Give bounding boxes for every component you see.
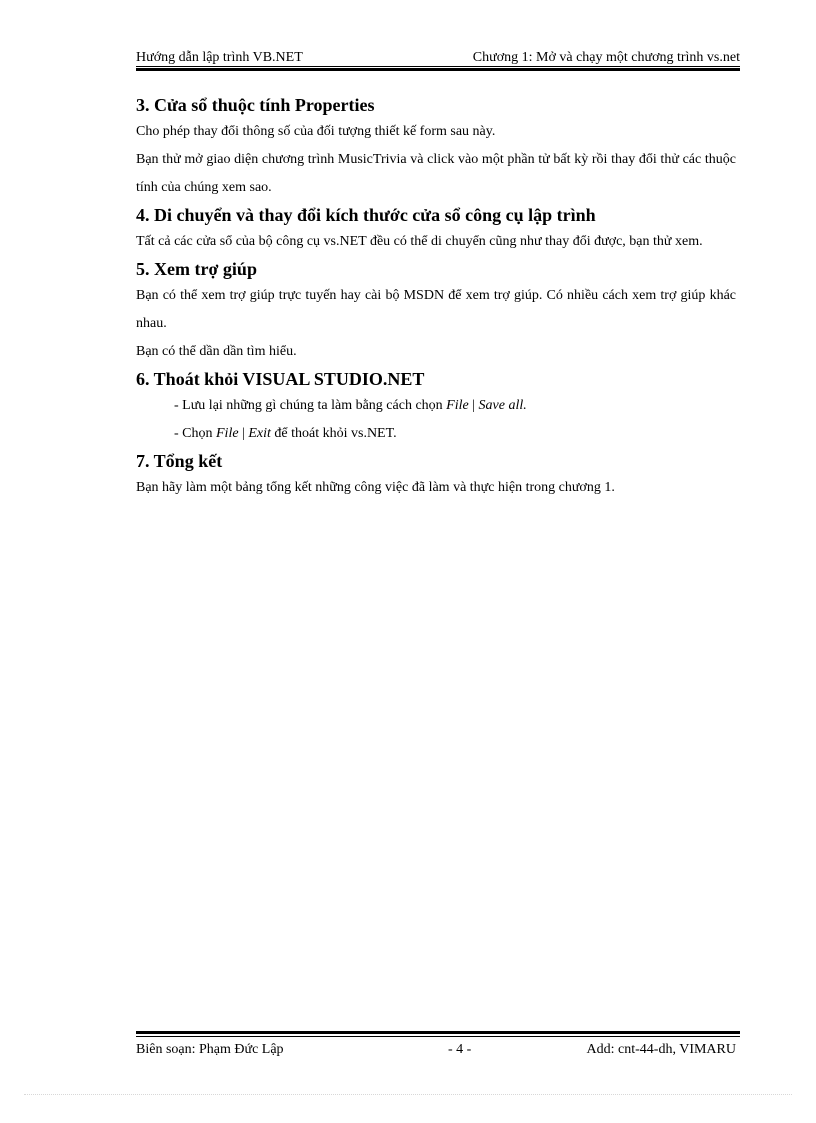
footer-address: Add: cnt-44-dh, VIMARU — [586, 1042, 736, 1057]
section-3-para-2: Bạn thử mở giao diện chương trình MusicTrivia và click vào một phần tử bất kỳ rồi thay đổi thử các thuộc tính của chúng xem sao. — [136, 152, 736, 195]
page-edge-divider — [24, 1094, 792, 1095]
section-4-title: 4. Di chuyển và thay đổi kích thước cửa sổ công cụ lập trình — [136, 205, 596, 225]
footer-author: Biên soạn: Phạm Đức Lập — [136, 1042, 284, 1057]
section-3-title: 3. Cửa sổ thuộc tính Properties — [136, 95, 375, 115]
footer-rule-thin — [136, 1036, 740, 1037]
section-6-item-save: - Lưu lại những gì chúng ta làm bằng cách chọn File | Save all. — [174, 398, 527, 413]
header-left: Hướng dẫn lập trình VB.NET — [136, 50, 303, 65]
section-5-para-2: Bạn có thể dần dần tìm hiểu. — [136, 344, 297, 359]
header-rule-thin — [136, 66, 740, 67]
section-6-title: 6. Thoát khỏi VISUAL STUDIO.NET — [136, 369, 425, 389]
page-header — [136, 49, 740, 67]
footer-rule-thick — [136, 1031, 740, 1034]
section-4-para-1: Tất cả các cửa sổ của bộ công cụ vs.NET đều có thể di chuyển cũng như thay đổi được, bạn thử xem. — [136, 234, 703, 249]
section-7-title: 7. Tổng kết — [136, 451, 223, 471]
header-right: Chương 1: Mở và chạy một chương trình vs.net — [472, 50, 740, 65]
page-body — [136, 92, 736, 502]
header-rule-thick — [136, 68, 740, 71]
section-5-title: 5. Xem trợ giúp — [136, 259, 257, 279]
footer-page-number: - 4 - — [448, 1042, 472, 1057]
section-6-item-exit: - Chọn File | Exit để thoát khỏi vs.NET. — [174, 426, 397, 441]
section-7-para-1: Bạn hãy làm một bảng tổng kết những công việc đã làm và thực hiện trong chương 1. — [136, 480, 615, 495]
section-5-para-1: Bạn có thể xem trợ giúp trực tuyến hay cài bộ MSDN để xem trợ giúp. Có nhiều cách xem trợ giúp khác nhau. — [136, 288, 736, 331]
section-3-para-1: Cho phép thay đổi thông số của đối tượng thiết kế form sau này. — [136, 124, 496, 139]
